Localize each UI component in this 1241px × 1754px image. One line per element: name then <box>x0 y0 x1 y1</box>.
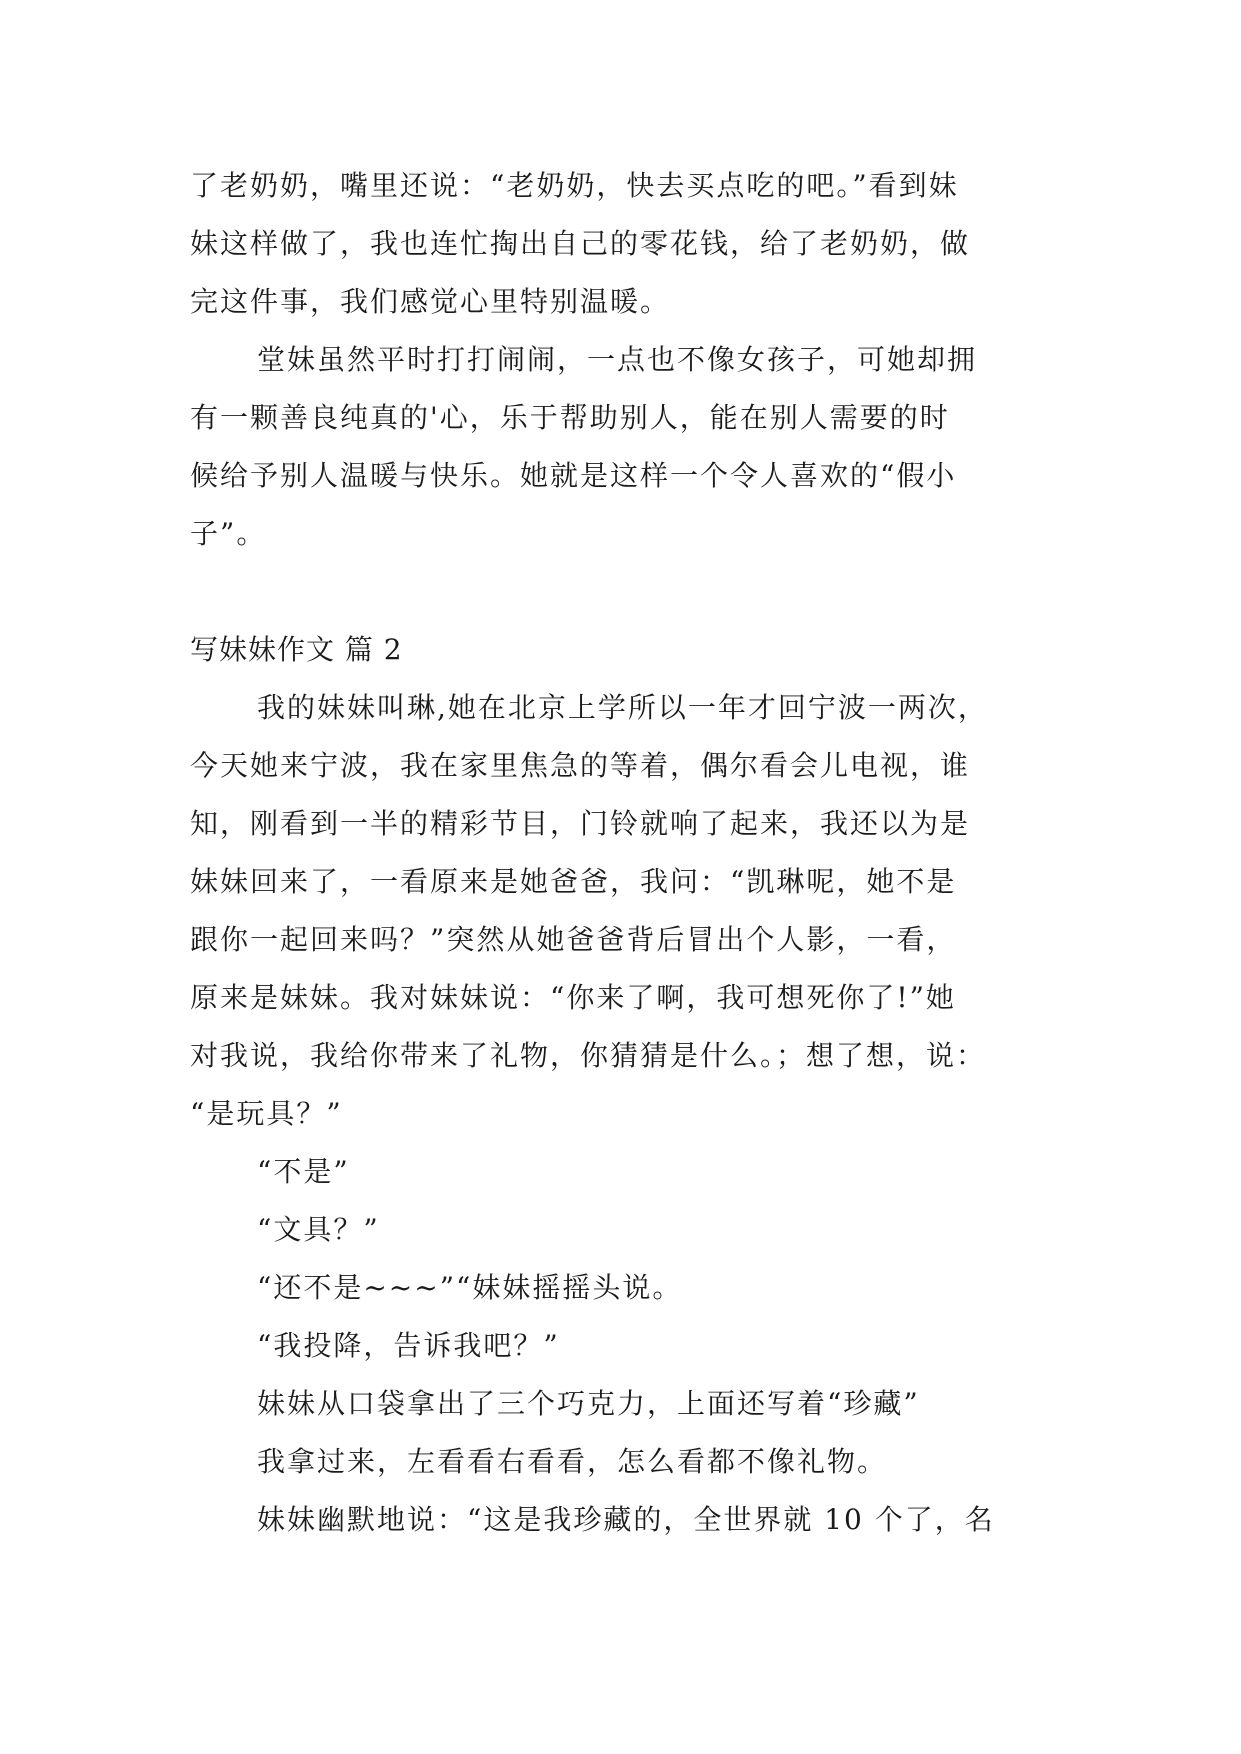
paragraph-line: 候给予别人温暖与快乐。她就是这样一个令人喜欢的“假小 <box>190 459 957 492</box>
paragraph-line: 妹这样做了，我也连忙掏出自己的零花钱，给了老奶奶，做 <box>190 227 971 260</box>
paragraph-line: 跟你一起回来吗？”突然从她爸爸背后冒出个人影，一看， <box>190 923 957 956</box>
paragraph-line: 堂妹虽然平时打打闹闹，一点也不像女孩子，可她却拥 <box>257 343 978 376</box>
dialogue-line: “还不是~~~”“妹妹摇摇头说。 <box>257 1271 683 1304</box>
paragraph-line: 子”。 <box>190 517 267 550</box>
section-heading: 写妹妹作文 篇 2 <box>190 633 403 666</box>
paragraph-line: 妹妹从口袋拿出了三个巧克力，上面还写着“珍藏” <box>257 1387 920 1420</box>
dialogue-line: “是玩具？” <box>190 1097 343 1130</box>
paragraph-line: 了老奶奶，嘴里还说：“老奶奶，快去买点吃的吧。”看到妹 <box>190 169 959 202</box>
paragraph-line: 我的妹妹叫琳,她在北京上学所以一年才回宁波一两次， <box>257 691 988 724</box>
paragraph-line: 完这件事，我们感觉心里特别温暖。 <box>190 285 671 318</box>
paragraph-line: 我拿过来，左看看右看看，怎么看都不像礼物。 <box>257 1445 888 1478</box>
paragraph-line: 对我说，我给你带来了礼物，你猜猜是什么。；想了想，说： <box>190 1039 987 1072</box>
paragraph-line: 今天她来宁波，我在家里焦急的等着，偶尔看会儿电视，谁 <box>190 749 971 782</box>
paragraph-line: 妹妹幽默地说：“这是我珍藏的，全世界就 10 个了，名 <box>257 1503 995 1536</box>
dialogue-line: “我投降，告诉我吧？” <box>257 1329 560 1362</box>
dialogue-line: “不是” <box>257 1155 350 1188</box>
paragraph-line: 知，刚看到一半的精彩节目，门铃就响了起来，我还以为是 <box>190 807 971 840</box>
paragraph-line: 妹妹回来了，一看原来是她爸爸，我问：“凯琳呢，她不是 <box>190 865 957 898</box>
dialogue-line: “文具？” <box>257 1213 380 1246</box>
paragraph-line: 有一颗善良纯真的'心，乐于帮助别人，能在别人需要的时 <box>190 401 950 434</box>
paragraph-line: 原来是妹妹。我对妹妹说：“你来了啊，我可想死你了!”她 <box>190 981 956 1014</box>
